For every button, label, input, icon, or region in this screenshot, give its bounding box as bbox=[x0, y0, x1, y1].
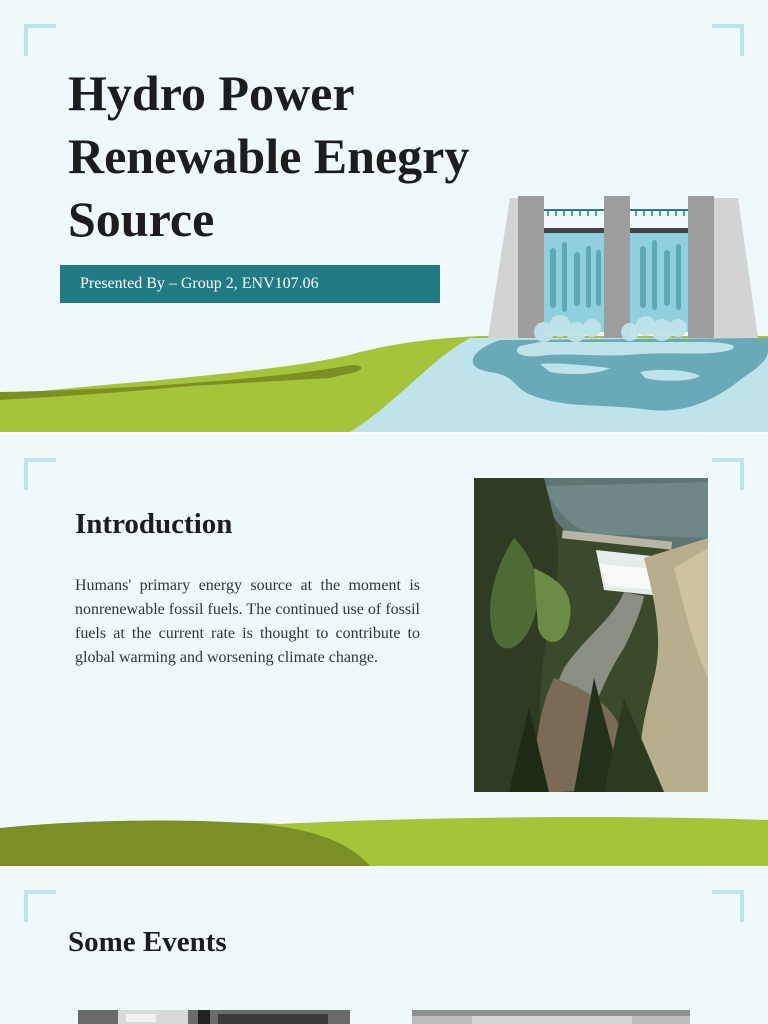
introduction-heading: Introduction bbox=[75, 508, 233, 540]
corner-bracket-top-right bbox=[712, 458, 744, 490]
introduction-slide bbox=[0, 434, 768, 866]
dam-illustration bbox=[470, 190, 760, 350]
dam-right-wall bbox=[708, 198, 758, 338]
corner-bracket-top-right bbox=[712, 890, 744, 922]
corner-bracket-top-left bbox=[24, 458, 56, 490]
presenter-banner: Presented By – Group 2, ENV107.06 bbox=[60, 265, 440, 303]
dam-pillar-right bbox=[688, 196, 714, 338]
title-slide bbox=[0, 0, 768, 432]
title-line-1: Hydro Power bbox=[68, 65, 355, 121]
dam-pillar-left bbox=[518, 196, 544, 338]
grass-band bbox=[0, 814, 768, 866]
dam-pillar-center bbox=[604, 196, 630, 338]
title-line-3: Source bbox=[68, 191, 215, 247]
dam-valley-photo bbox=[474, 478, 708, 792]
event-photo-left bbox=[78, 1010, 350, 1024]
events-heading: Some Events bbox=[68, 926, 227, 958]
corner-bracket-top-left bbox=[24, 890, 56, 922]
title-line-2: Renewable Enegry bbox=[68, 128, 470, 184]
introduction-paragraph: Humans' primary energy source at the moment is nonrenewable fossil fuels. The continued use of fossil fuels at the current rate is thought to contribute to global warming and worsening climate change. bbox=[75, 577, 420, 666]
event-photo-right bbox=[412, 1010, 690, 1024]
events-slide bbox=[0, 868, 768, 1024]
